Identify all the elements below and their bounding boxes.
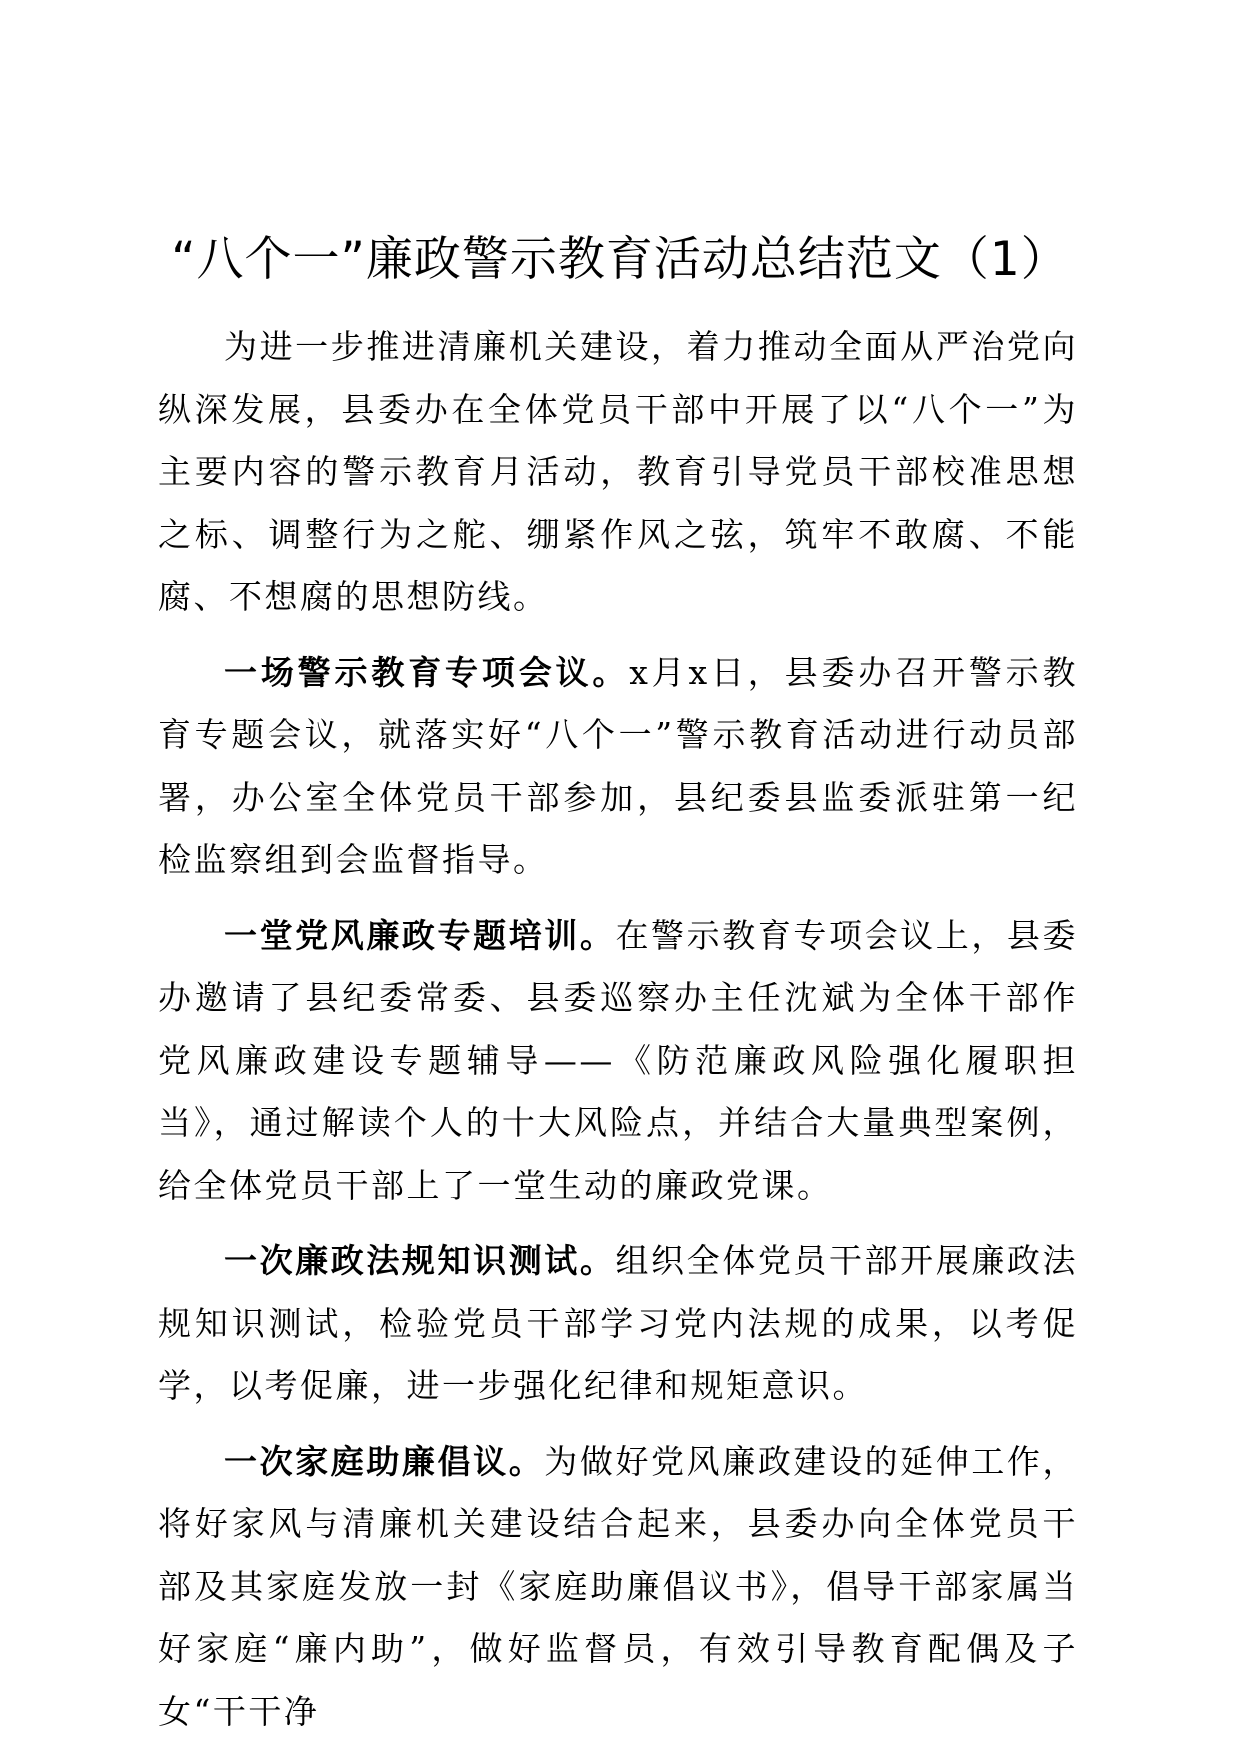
paragraph-text: 为进一步推进清廉机关建设，着力推动全面从严治党向纵深发展，县委办在全体党员干部中开展了以“八个一”为主要内容的警示教育月活动，教育引导党员干部校准思想之标、调整行为之舵、绷紧作风之弦，筑牢不敢腐、不能腐、不想腐的思想防线。	[158, 327, 1078, 616]
paragraph-lead: 一堂党风廉政专题培训。	[224, 915, 616, 955]
paragraph-intro	[158, 316, 1078, 629]
paragraph-family	[158, 1431, 1078, 1744]
paragraph-lead: 一次廉政法规知识测试。	[224, 1241, 616, 1280]
paragraph-text: 为做好党风廉政建设的延伸工作，将好家风与清廉机关建设结合起来，县委办向全体党员干部及其家庭发放一封《家庭助廉倡议书》，倡导干部家属当好家庭“廉内助”，做好监督员，有效引导教育配偶及子女“干干净	[158, 1441, 1079, 1731]
paragraph-training	[158, 905, 1078, 1218]
paragraph-meeting	[158, 642, 1078, 892]
paragraph-text: x月x日，县委办召开警示教育专题会议，就落实好“八个一”警示教育活动进行动员部署，办公室全体党员干部参加，县纪委县监委派驻第一纪检监察组到会监督指导。	[158, 652, 1078, 879]
paragraph-lead: 一次家庭助廉倡议。	[224, 1441, 545, 1481]
paragraph-test	[158, 1230, 1078, 1418]
paragraph-text: 在警示教育专项会议上，县委办邀请了县纪委常委、县委巡察办主任沈斌为全体干部作党风廉政建设专题辅导——《防范廉政风险强化履职担当》，通过解读个人的十大风险点，并结合大量典型案例，给全体党员干部上了一堂生动的廉政党课。	[158, 915, 1079, 1205]
document-body	[158, 316, 1078, 1756]
paragraph-text: 组织全体党员干部开展廉政法规知识测试，检验党员干部学习党内法规的成果，以考促学，以考促廉，进一步强化纪律和规矩意识。	[158, 1241, 1079, 1405]
paragraph-lead: 一场警示教育专项会议。	[224, 652, 630, 692]
document-title: “八个一”廉政警示教育活动总结范文（1）	[171, 232, 1069, 287]
